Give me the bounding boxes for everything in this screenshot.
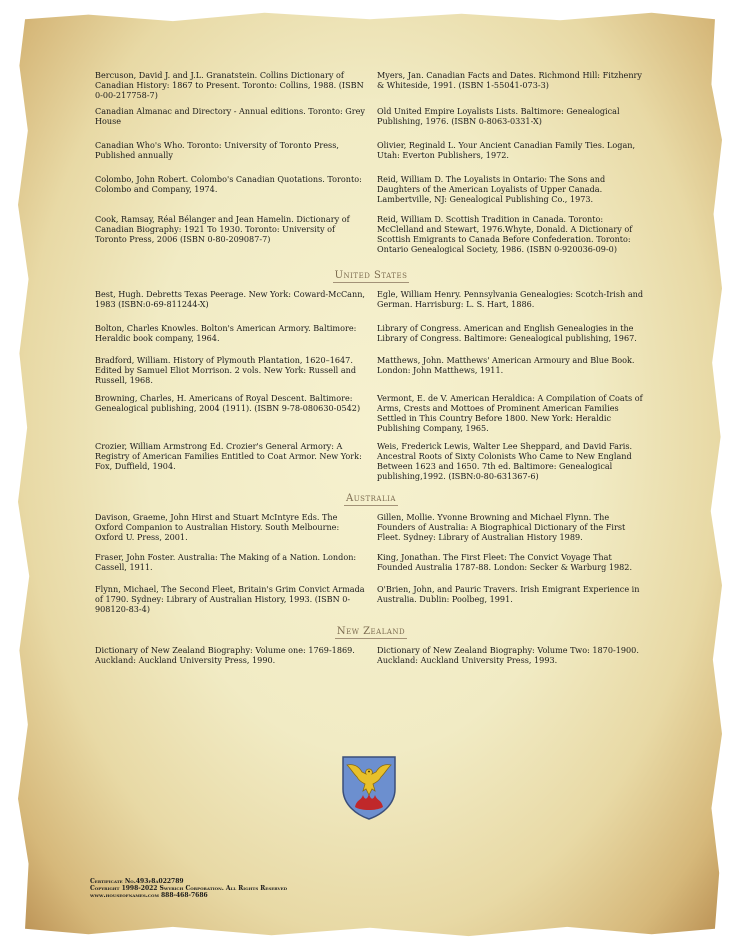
reference-entry: Weis, Frederick Lewis, Walter Lee Sheppard, and David Faris. Ancestral Roots of Sixty Colonists Who Came to New England Between 1623 and 1650. 7th ed. Baltimore: Genealogical publishing,1992. (ISBN:0-80-631367-6) [377, 441, 633, 481]
reference-entry: Old United Empire Loyalists Lists. Baltimore: Genealogical Publishing, 1976. (ISBN 0-8063-0331-X) [377, 106, 620, 126]
reference-entry: O'Brien, John, and Pauric Travers. Irish Emigrant Experience in Australia. Dublin: Poolbeg, 1991. [377, 584, 640, 604]
reference-entry: Bolton, Charles Knowles. Bolton's American Armory. Baltimore: Heraldic book company, 1964. [95, 323, 357, 343]
reference-entry: Reid, William D. The Loyalists in Ontario: The Sons and Daughters of the American Loyalists of Upper Canada. Lambertville, NJ: Genealogical Publishing Co., 1973. [377, 174, 606, 204]
coat-of-arms-eagle-icon [341, 755, 397, 821]
reference-entry: Colombo, John Robert. Colombo's Canadian Quotations. Toronto: Colombo and Company, 1974. [95, 174, 362, 194]
section-heading-australia: Australia [346, 493, 396, 504]
reference-entry: Flynn, Michael, The Second Fleet, Britain's Grim Convict Armada of 1790. Sydney: Library of Australian History, 1993. (ISBN 0-908120-83-4) [95, 584, 365, 614]
certificate-number: Certificate No.493f8a022789 [90, 878, 184, 885]
new-zealand-references [95, 645, 647, 665]
reference-entry: Matthews, John. Matthews' American Armoury and Blue Book. London: John Matthews, 1911. [377, 355, 635, 375]
reference-entry: Canadian Who's Who. Toronto: University of Toronto Press, Published annually [95, 140, 339, 160]
reference-entry: Dictionary of New Zealand Biography: Volume one: 1769-1869. Auckland: Auckland University Press, 1990. [95, 645, 355, 665]
reference-entry: Dictionary of New Zealand Biography: Volume Two: 1870-1900. Auckland: Auckland University Press, 1993. [377, 645, 639, 665]
copyright-notice: Copyright 1998-2022 Swyrich Corporation. All Rights Reserved [90, 885, 288, 892]
reference-entry: Library of Congress. American and English Genealogies in the Library of Congress. Baltimore: Genealogical publishing, 1967. [377, 323, 637, 343]
reference-entry: Canadian Almanac and Directory - Annual editions. Toronto: Grey House [95, 106, 365, 126]
section-heading-new-zealand: New Zealand [336, 626, 406, 637]
reference-entry: Crozier, William Armstrong Ed. Crozier's General Armory: A Registry of American Families Entitled to Coat Armor. New York: Fox, Duffield, 1904. [95, 441, 362, 471]
certificate-footer [90, 878, 287, 899]
reference-entry: Vermont, E. de V. American Heraldica: A Compilation of Coats of Arms, Crests and Mottoes of Prominent American Families Settled in This Country Before 1800. New York: Heraldic Publishing Company, 1965. [377, 393, 643, 433]
reference-entry: Reid, William D. Scottish Tradition in Canada. Toronto: McClelland and Stewart, 1976.Whyte, Donald. A Dictionary of Scottish Emigrants to Canada Before Confederation. Toronto: Ontario Genealogical Society, 1986. (ISBN 0-920036-09-0) [377, 214, 633, 254]
australia-references [95, 512, 647, 622]
reference-entry: Egle, William Henry. Pennsylvania Genealogies: Scotch-Irish and German. Harrisburg: L. S. Hart, 1886. [377, 289, 644, 309]
reference-entry: Bradford, William. History of Plymouth Plantation, 1620–1647. Edited by Samuel Eliot Morrison. 2 vols. New York: Russell and Russell, 1968. [95, 355, 357, 385]
reference-entry: Best, Hugh. Debretts Texas Peerage. New York: Coward-McCann, 1983 (ISBN:0-69-811244-X) [95, 289, 365, 309]
website-contact: www.houseofnames.com 888-468-7686 [90, 892, 208, 899]
reference-entry: Bercuson, David J. and J.L. Granatstein. Collins Dictionary of Canadian History: 1867 to Present. Toronto: Collins, 1988. (ISBN 0-00-217758-7) [95, 70, 364, 100]
united-states-references [95, 289, 647, 487]
reference-entry: Olivier, Reginald L. Your Ancient Canadian Family Ties. Logan, Utah: Everton Publishers, 1972. [377, 140, 636, 160]
reference-entry: Gillen, Mollie. Yvonne Browning and Michael Flynn. The Founders of Australia: A Biographical Dictionary of the First Fleet. Sydney: Library of Australian History 1989. [377, 512, 626, 542]
canada-references [95, 70, 647, 262]
reference-entry: Cook, Ramsay, Réal Bélanger and Jean Hamelin. Dictionary of Canadian Biography: 1921 To 1930. Toronto: University of Toronto Press, 2006 (ISBN 0-80-209087-7) [95, 214, 350, 244]
reference-entry: Myers, Jan. Canadian Facts and Dates. Richmond Hill: Fitzhenry & Whiteside, 1991. (ISBN 1-55041-073-3) [377, 70, 642, 90]
reference-entry: Fraser, John Foster. Australia: The Making of a Nation. London: Cassell, 1911. [95, 552, 357, 572]
reference-entry: Davison, Graeme, John Hirst and Stuart McIntyre Eds. The Oxford Companion to Australian History. South Melbourne: Oxford U. Press, 2001. [95, 512, 340, 542]
reference-entry: King, Jonathan. The First Fleet: The Convict Voyage That Founded Australia 1787-88. London: Secker & Warburg 1982. [377, 552, 633, 572]
bibliography [95, 70, 647, 665]
reference-entry: Browning, Charles, H. Americans of Royal Descent. Baltimore: Genealogical publishing, 2004 (1911). (ISBN 9-78-080630-0542) [95, 393, 361, 413]
section-heading-united-states: United States [334, 270, 408, 281]
